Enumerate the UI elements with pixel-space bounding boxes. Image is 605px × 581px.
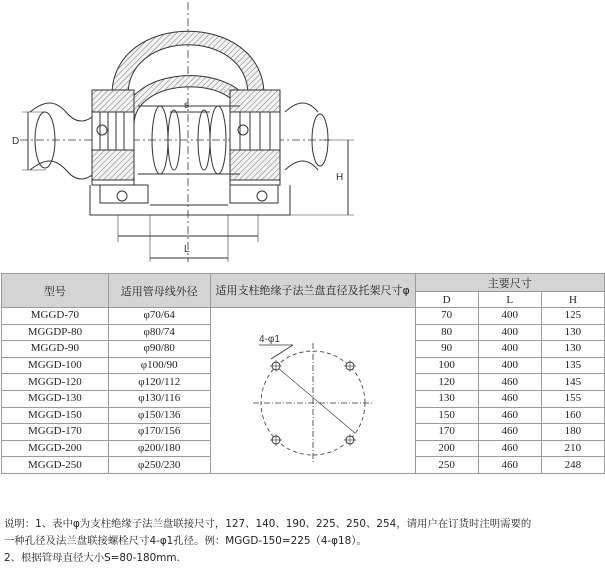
- note-line-1: 说明：1、表中φ为支柱绝缘子法兰盘联接尺寸，127、140、190、225、250、254，请用户在订货时注明需要的: [4, 518, 532, 530]
- cell-h: 210: [541, 440, 604, 457]
- cell-model: MGGD-90: [2, 341, 109, 358]
- cell-l: 460: [478, 424, 541, 441]
- cell-l: 460: [478, 440, 541, 457]
- cell-tube: φ90/80: [108, 341, 210, 358]
- cell-d: 150: [415, 407, 478, 424]
- header-tube-diameter: 适用管母线外径: [108, 274, 210, 308]
- note-line-2: 一种孔径及法兰盘联接螺栓尺寸4-φ1孔径。例：MGGD-150=225（4-φ18）。: [4, 535, 367, 547]
- cell-tube: φ70/64: [108, 308, 210, 325]
- cell-l: 460: [478, 407, 541, 424]
- header-main-dimensions: 主要尺寸: [415, 274, 604, 292]
- table-row: [2, 308, 605, 325]
- note-line-3: 2、根据管母直径大小S=80-180mm.: [4, 552, 180, 564]
- cell-d: 80: [415, 324, 478, 341]
- cell-tube: φ120/112: [108, 374, 210, 391]
- cell-model: MGGD-170: [2, 424, 109, 441]
- flange-diagram-cell: [210, 308, 415, 474]
- cell-h: 155: [541, 390, 604, 407]
- cell-h: 248: [541, 457, 604, 474]
- cell-tube: φ130/116: [108, 390, 210, 407]
- spec-table: [1, 273, 605, 474]
- cell-l: 400: [478, 357, 541, 374]
- cell-h: 125: [541, 308, 604, 325]
- fixture-technical-drawing: [0, 0, 605, 272]
- cell-d: 70: [415, 308, 478, 325]
- cell-model: MGGDP-80: [2, 324, 109, 341]
- cell-h: 180: [541, 424, 604, 441]
- dim-label-d: D: [12, 136, 20, 147]
- cell-tube: φ250/230: [108, 457, 210, 474]
- cell-model: MGGD-130: [2, 390, 109, 407]
- cell-d: 90: [415, 341, 478, 358]
- cell-l: 400: [478, 324, 541, 341]
- cell-d: 130: [415, 390, 478, 407]
- flange-hole-label: 4-φ1: [258, 333, 280, 345]
- cell-h: 130: [541, 324, 604, 341]
- dim-label-h: H: [336, 172, 344, 183]
- flange-bolt-pattern-diagram: [213, 313, 413, 463]
- header-model: 型号: [2, 274, 109, 308]
- cell-tube: φ170/156: [108, 424, 210, 441]
- header-h: H: [541, 292, 604, 308]
- header-flange: 适用支柱绝缘子法兰盘直径及托架尺寸φ: [210, 274, 415, 308]
- cell-model: MGGD-200: [2, 440, 109, 457]
- cell-tube: φ150/136: [108, 407, 210, 424]
- dim-label-s: s: [184, 100, 189, 111]
- cell-model: MGGD-120: [2, 374, 109, 391]
- cell-tube: φ80/74: [108, 324, 210, 341]
- cell-l: 400: [478, 341, 541, 358]
- cell-model: MGGD-150: [2, 407, 109, 424]
- cell-model: MGGD-250: [2, 457, 109, 474]
- cell-model: MGGD-100: [2, 357, 109, 374]
- cell-l: 400: [478, 308, 541, 325]
- cell-l: 460: [478, 374, 541, 391]
- cell-h: 135: [541, 357, 604, 374]
- cell-tube: φ200/180: [108, 440, 210, 457]
- header-d: D: [415, 292, 478, 308]
- cell-d: 100: [415, 357, 478, 374]
- cell-l: 460: [478, 390, 541, 407]
- cell-h: 130: [541, 341, 604, 358]
- cell-d: 200: [415, 440, 478, 457]
- cell-l: 460: [478, 457, 541, 474]
- cell-d: 120: [415, 374, 478, 391]
- cell-tube: φ100/90: [108, 357, 210, 374]
- dim-label-l: L: [184, 244, 190, 255]
- header-l: L: [478, 292, 541, 308]
- cell-d: 250: [415, 457, 478, 474]
- cell-model: MGGD-70: [2, 308, 109, 325]
- cell-d: 170: [415, 424, 478, 441]
- cell-h: 160: [541, 407, 604, 424]
- notes-section: [4, 516, 531, 567]
- cell-h: 145: [541, 374, 604, 391]
